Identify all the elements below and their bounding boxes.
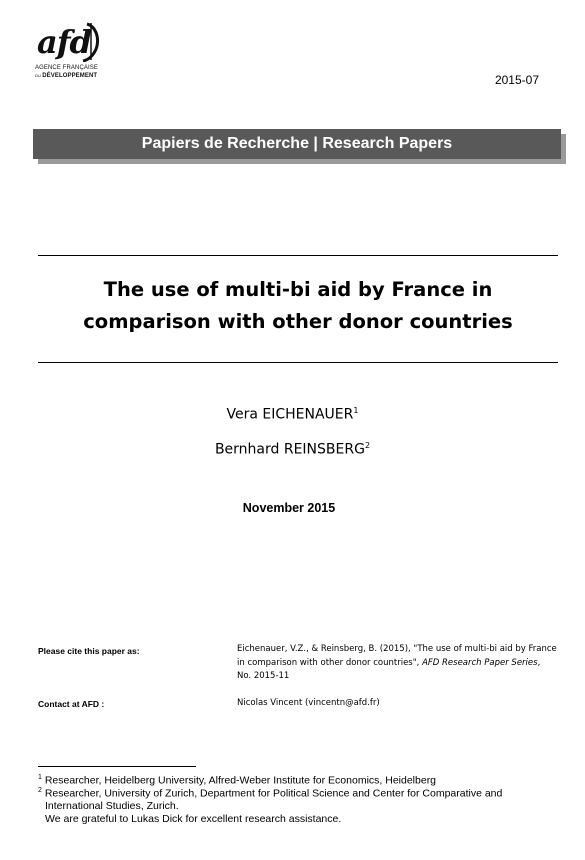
author-2-footnote-mark: 2 <box>364 441 371 450</box>
title-rule-top <box>38 255 558 256</box>
logo-wordmark: afd <box>37 23 91 61</box>
footnote-1: $^1$ Researcher, Heidelberg University, Alfred-Weber Institute for Economics, Heidelberg <box>38 774 437 787</box>
logo-line-1: AGENCE FRANÇAISE <box>35 65 98 71</box>
acknowledgement: We are grateful to Lukas Dick for excellent research assistance. <box>45 813 342 825</box>
title-line-1: The use of multi-bi aid by France in <box>103 278 493 301</box>
paper-title <box>38 274 558 338</box>
citation-series: AFD Research Paper Series <box>422 657 538 668</box>
author-2 <box>0 441 585 458</box>
author-2-name: Bernhard REINSBERG <box>214 441 365 458</box>
contact-label: Contact at AFD : <box>38 699 105 709</box>
title-rule-bottom <box>38 362 558 363</box>
author-1-name: Vera EICHENAUER <box>226 406 354 423</box>
document-number: 2015-07 <box>494 73 539 87</box>
author-1 <box>0 406 585 423</box>
logo-line-2: DU DÉVELOPPEMENT <box>35 73 98 79</box>
title-line-2: comparison with other donor countries <box>83 310 513 333</box>
publication-date: November 2015 <box>242 501 336 515</box>
cite-label: Please cite this paper as: <box>38 646 140 656</box>
series-banner <box>33 129 561 159</box>
footnote-rule <box>38 766 196 767</box>
footnote-2: $^2$ Researcher, University of Zurich, Department for Political Science and Center for Comparative and International Studies, Zurich. <box>38 787 503 812</box>
contact-value[interactable]: Nicolas Vincent (vincentn@afd.fr) <box>237 698 380 708</box>
afd-logo <box>33 22 105 80</box>
citation-text: Eichenauer, V.Z., & Reinsberg, B. (2015), "The use of multi-bi aid by France in comparison with other donor countries", AFD Research Paper Series, No. 2015-11 <box>237 644 557 681</box>
series-banner-text: Papiers de Recherche | Research Papers <box>141 135 453 152</box>
author-1-footnote-mark: 1 <box>353 406 359 415</box>
